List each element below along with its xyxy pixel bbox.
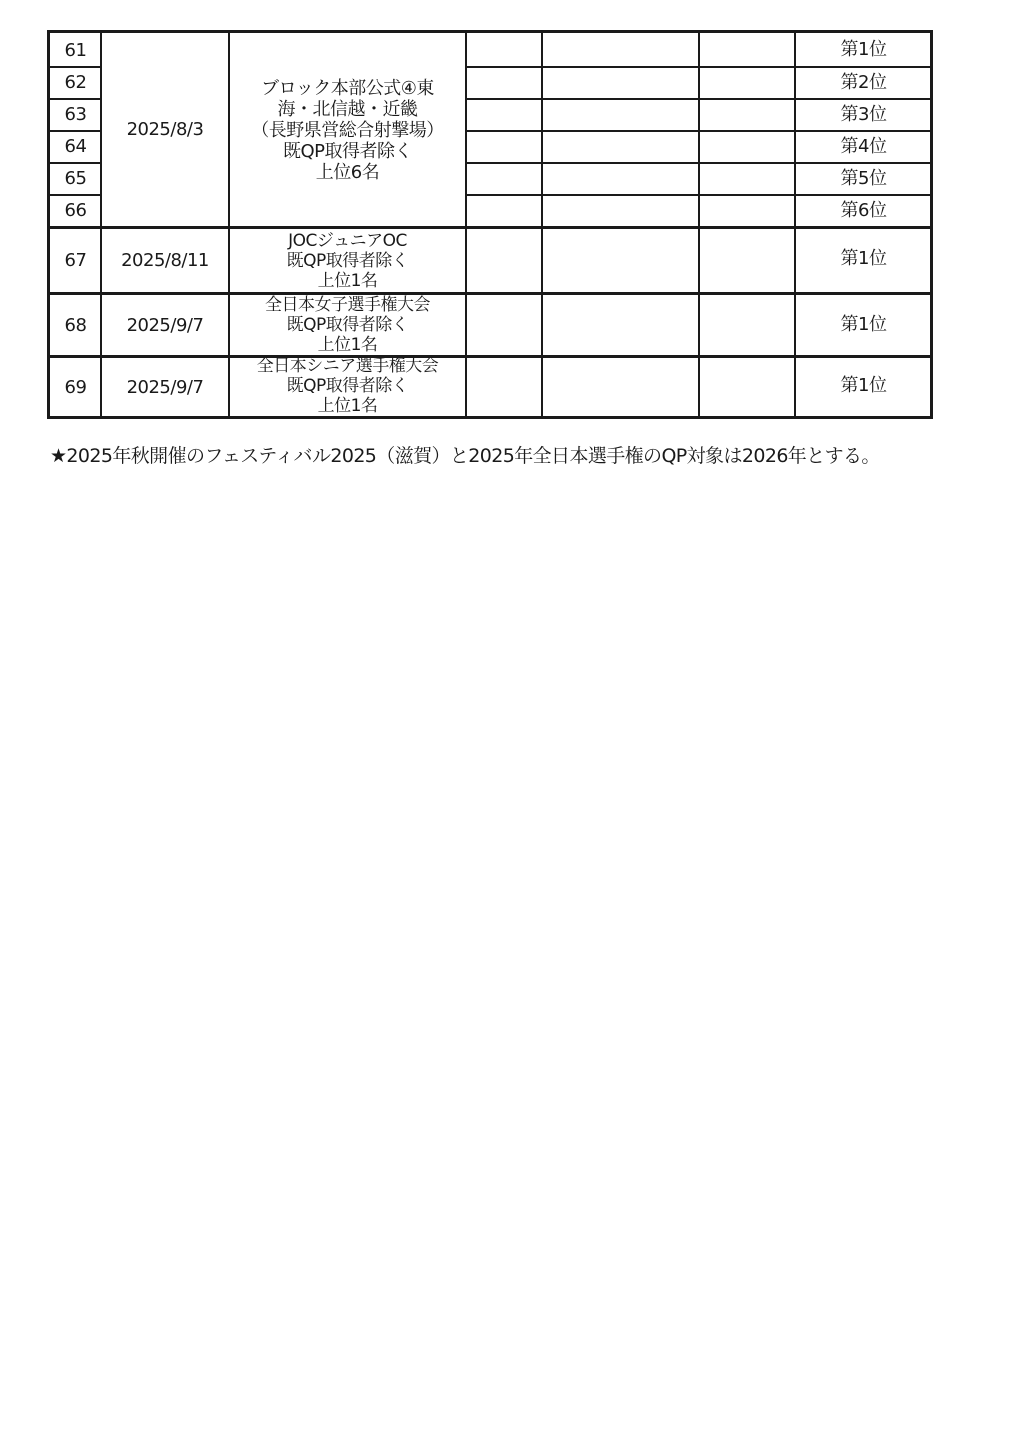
- event-line: 上位1名: [317, 270, 378, 291]
- event-line: 既QP取得者除く: [286, 376, 409, 396]
- event-description: [230, 70, 465, 190]
- event-line: 海・北信越・近畿: [277, 98, 418, 120]
- rank-cell: 第4位: [840, 136, 887, 157]
- row-number: 65: [64, 168, 87, 189]
- column-divider: [465, 30, 467, 419]
- event-line: 全日本シニア選手権大会: [256, 356, 439, 376]
- event-line: 上位6名: [315, 161, 380, 183]
- rank-cell: 第3位: [840, 104, 887, 125]
- event-description: [230, 295, 465, 355]
- row-number: 67: [64, 250, 87, 271]
- row-number: 68: [64, 314, 87, 336]
- event-line: 上位1名: [317, 396, 378, 416]
- row-number: 63: [64, 104, 87, 125]
- event-description: [230, 356, 465, 416]
- column-divider: [541, 30, 543, 419]
- event-date: 2025/9/7: [126, 314, 204, 336]
- rank-cell: 第2位: [840, 72, 887, 93]
- qp-table: [47, 30, 933, 419]
- event-line: （長野県営総合射撃場）: [251, 119, 444, 141]
- event-line: 既QP取得者除く: [286, 250, 409, 271]
- row-number: 69: [64, 376, 87, 398]
- row-number: 64: [64, 136, 87, 157]
- event-date: 2025/8/3: [126, 119, 204, 140]
- event-line: 上位1名: [317, 335, 378, 355]
- rank-cell: 第1位: [840, 247, 887, 269]
- event-date: 2025/9/7: [126, 376, 204, 398]
- rank-cell: 第5位: [840, 168, 887, 189]
- event-line: 既QP取得者除く: [286, 315, 409, 335]
- event-line: JOCジュニアOC: [288, 230, 407, 251]
- event-line: ブロック本部公式④東: [261, 77, 434, 99]
- event-line: 既QP取得者除く: [282, 140, 413, 162]
- event-description: [230, 229, 465, 292]
- event-date: 2025/8/11: [121, 250, 209, 271]
- row-number: 62: [64, 72, 87, 93]
- event-line: 全日本女子選手権大会: [265, 295, 430, 315]
- row-number: 61: [64, 40, 87, 61]
- footnote: ★2025年秋開催のフェスティバル2025（滋賀）と2025年全日本選手権のQP対象は2026年とする。: [50, 445, 880, 467]
- rank-cell: 第1位: [840, 375, 887, 396]
- rank-cell: 第1位: [840, 313, 887, 335]
- column-divider: [698, 30, 700, 419]
- row-number: 66: [64, 200, 87, 221]
- rank-cell: 第6位: [840, 200, 887, 221]
- rank-cell: 第1位: [840, 39, 887, 60]
